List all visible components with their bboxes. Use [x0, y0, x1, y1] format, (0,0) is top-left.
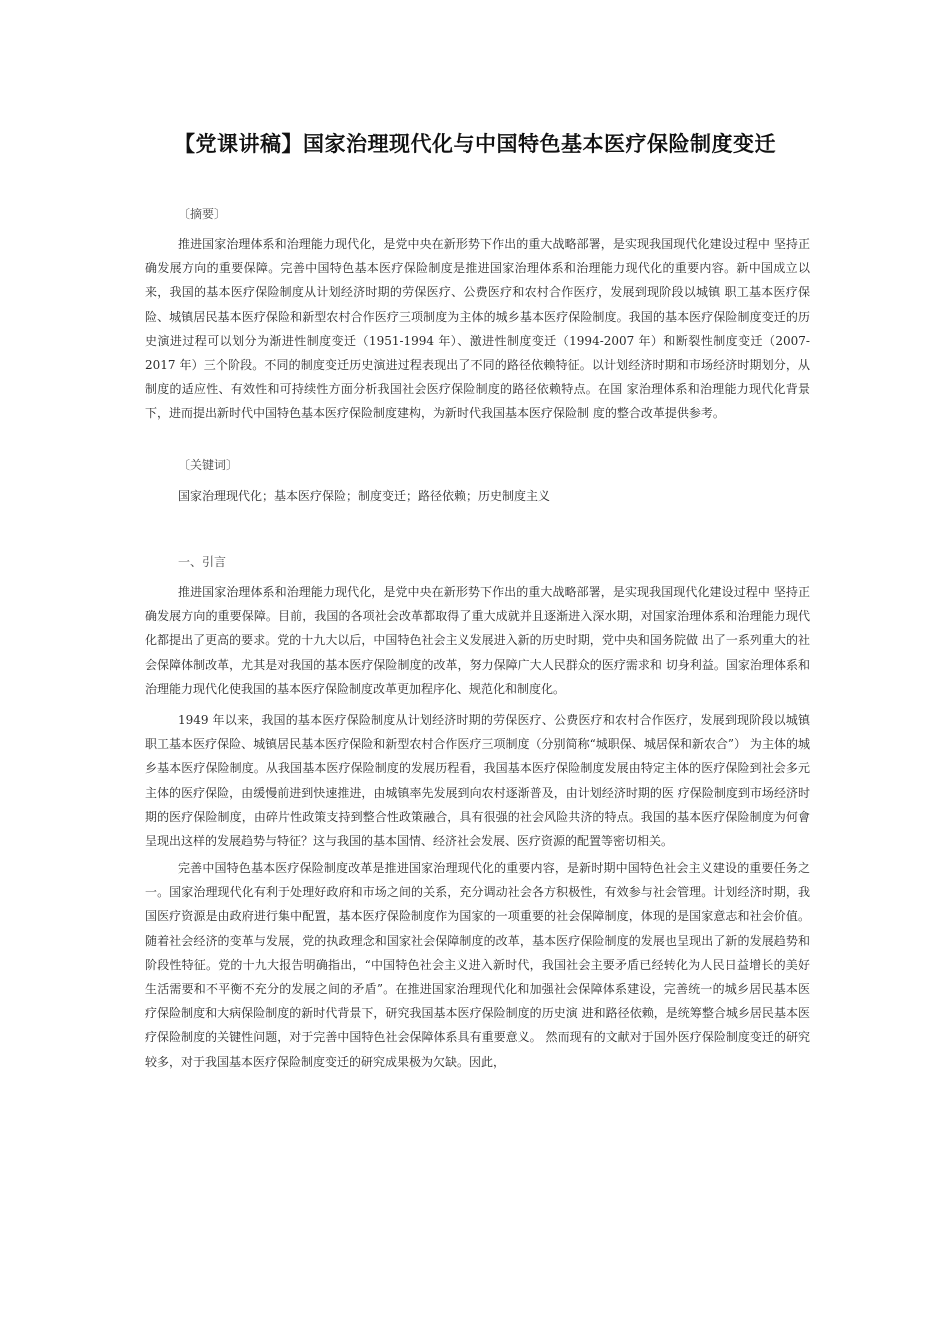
section-heading: 一、引言 — [178, 555, 227, 569]
keywords-label: 〔关键词〕 — [178, 458, 239, 472]
intro-paragraph-3 — [145, 856, 810, 1074]
paragraph-text: 1949 年以来，我国的基本医疗保险制度从计划经济时期的劳保医疗、公费医疗和农村合作医疗，发展到现阶段以城镇职工基本医疗保险、城镇居民基本医疗保险和新型农村合作医疗三项制度（分别简称“城职保、城居保和新农合”） 为主体的城乡基本医疗保险制度。从我国基本医疗保险制度的发展历程看，我国基本医疗保险制度发展由特定主体的医疗保险到社会多元主体的医疗保险，由缓慢前进到快速推进，由城镇率先发展到向农村逐渐普及，由计划经济时期的医 疗保险制度到市场经济时期的医疗保险制度，由碎片性政策支持到整合性政策融合，具有很强的社会风险共济的特点。我国的基本医疗保险制度为何會呈现出这样的发展趋势与特征？这与我国的基本国情、经济社会发展、医疗资源的配置等密切相关。 — [145, 713, 810, 849]
abstract-block — [145, 232, 810, 426]
paragraph-text: 推进国家治理体系和治理能力现代化，是党中央在新形势下作出的重大战略部署，是实现我国现代化建设过程中 坚持正确发展方向的重要保障。目前，我国的各项社会改革都取得了重大成就并且逐渐进入深水期，对国家治理体系和治理能力现代化都提出了更高的要求。党的十九大以后，中国特色社会主义发展进入新的历史时期，党中央和国务院做 出了一系列重大的社会保障体制改革，尤其是对我国的基本医疗保险制度的改革，努力保障广大人民群众的医疗需求和 切身利益。国家治理体系和治理能力现代化使我国的基本医疗保险制度改革更加程序化、规范化和制度化。 — [145, 585, 810, 696]
document-title: 【党课讲稿】国家治理现代化与中国特色基本医疗保险制度变迁 — [174, 132, 776, 156]
paragraph-text: 完善中国特色基本医疗保险制度改革是推进国家治理现代化的重要内容，是新时期中国特色社会主义建设的重要任务之一。国家治理现代化有利于处理好政府和市场之间的关系，充分调动社会各方积极性，有效参与社会管理。计划经济时期，我国医疗资源是由政府进行集中配置，基本医疗保险制度作为国家的一项重要的社会保障制度，体现的是国家意志和社会价值。随着社会经济的变革与发展，党的执政理念和国家社会保障制度的改革，基本医疗保险制度的发展也呈现出了新的发展趋势和阶段性特征。党的十九大报告明确指出，“中国特色社会主义进入新时代，我国社会主要矛盾已经转化为人民日益增长的美好生活需要和不平衡不充分的发展之间的矛盾”。在推进国家治理现代化和加强社会保障体系建设，完善统一的城乡居民基本医疗保险制度和大病保险制度的新时代背景下，研究我国基本医疗保险制度的历史演 进和路径依赖，是统筹整合城乡居民基本医疗保险制度的关键性问题，对于完善中国特色社会保障体系具有重要意义。 然而现有的文献对于国外医疗保险制度变迁的研究较多，对于我国基本医疗保险制度变迁的研究成果极为欠缺。因此， — [145, 861, 810, 1069]
abstract-label: 〔摘要〕 — [178, 207, 227, 221]
intro-paragraph-1 — [145, 580, 810, 701]
intro-paragraph-2 — [145, 708, 810, 853]
keywords-text: 国家治理现代化；基本医疗保险；制度变迁；路径依赖；历史制度主义 — [178, 489, 551, 503]
abstract-text: 推进国家治理体系和治理能力现代化，是党中央在新形势下作出的重大战略部署，是实现我国现代化建设过程中 坚持正确发展方向的重要保障。完善中国特色基本医疗保险制度是推进国家治理体系和治理能力现代化的重要内容。新中国成立以来，我国的基本医疗保险制度从计划经济时期的劳保医疗、公费医疗和农村合作医疗，发展到现阶段以城镇 职工基本医疗保险、城镇居民基本医疗保险和新型农村合作医疗三项制度为主体的城乡基本医疗保险制度。我国的基本医疗保险制度变迁的历史演进过程可以划分为渐进性制度变迁（1951-1994 年）、激进性制度变迁（1994-2007 年）和断裂性制度变迁（2007-2017 年）三个阶段。不同的制度变迁历史演进过程表现出了不同的路径依赖特征。以计划经济时期和市场经济时期划分，从制度的适应性、有效性和可持续性方面分析我国社会医疗保险制度的路径依赖特点。在国 家治理体系和治理能力现代化背景下，进而提出新时代中国特色基本医疗保险制度建构，为新时代我国基本医疗保险制 度的整合改革提供参考。 — [145, 237, 810, 421]
